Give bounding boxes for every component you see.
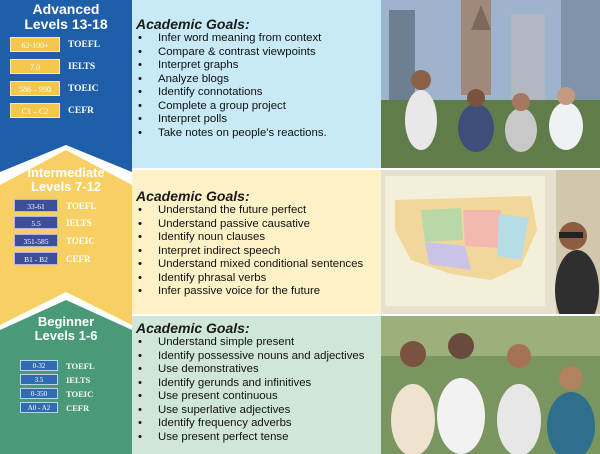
goals-title: Academic Goals:	[136, 16, 250, 32]
advanced-level-title	[0, 2, 132, 33]
goal-item: • Interpret graphs	[138, 59, 239, 71]
score-test: TOEIC	[66, 235, 95, 246]
score-value: 586 – 990	[10, 81, 60, 96]
score-value: 0-350	[20, 388, 58, 399]
goal-item: • Understand simple present	[138, 336, 295, 348]
score-test: TOEIC	[66, 388, 94, 399]
goal-item: • Infer word meaning from context	[138, 32, 322, 44]
score-value: 7.0	[10, 59, 60, 74]
score-value: 3.5	[20, 374, 58, 385]
goal-item: • Interpret polls	[138, 113, 228, 125]
intermediate-goals-panel	[132, 170, 381, 314]
goal-item: • Identify noun clauses	[138, 231, 266, 243]
goal-item: • Identify phrasal verbs	[138, 271, 267, 284]
goal-item: • Use present continuous	[138, 390, 278, 402]
score-test: TOEIC	[68, 83, 99, 94]
beginner-goals-panel	[132, 316, 381, 454]
goal-item: • Identify frequency adverbs	[138, 417, 292, 429]
score-test: CEFR	[66, 253, 91, 264]
advanced-students-photo	[381, 0, 600, 168]
score-value: 62-100+	[10, 37, 60, 52]
score-value: 33-61	[14, 199, 58, 212]
score-value: 0-32	[20, 360, 58, 371]
intermediate-title-line1: Intermediate	[27, 165, 105, 180]
advanced-title-line1: Advanced	[32, 1, 100, 17]
intermediate-level-title	[0, 166, 132, 195]
score-row	[14, 199, 96, 212]
goal-item: • Use present perfect tense	[138, 430, 289, 443]
goal-item: • Interpret indirect speech	[138, 244, 281, 257]
goal-item: • Take notes on people's reactions.	[138, 126, 327, 139]
score-value: B1 - B2	[14, 252, 58, 265]
score-row	[20, 388, 93, 399]
goal-item: • Analyze blogs	[138, 72, 229, 85]
goals-list	[138, 336, 364, 444]
score-row	[20, 374, 90, 385]
score-value: C1 – C2	[10, 103, 60, 118]
goals-title: Academic Goals:	[136, 188, 250, 204]
score-value: 351-585	[14, 234, 58, 247]
section-divider	[132, 314, 600, 316]
beginner-title-line2: Levels 1-6	[34, 328, 98, 344]
score-test: IELTS	[68, 61, 96, 72]
score-test: TOEFL	[68, 39, 101, 50]
score-row	[10, 81, 98, 96]
goal-item: • Identify connotations	[138, 86, 263, 98]
score-test: CEFR	[66, 402, 90, 413]
section-divider	[132, 168, 600, 170]
score-value: 5.5	[14, 216, 58, 229]
goal-item: • Use superlative adjectives	[138, 403, 291, 416]
advanced-title-line2: Levels 13-18	[24, 16, 108, 33]
score-test: CEFR	[68, 105, 94, 116]
goal-item: • Understand mixed conditional sentences	[138, 258, 364, 270]
score-row	[14, 252, 91, 265]
score-test: TOEFL	[66, 360, 95, 371]
score-row	[10, 103, 94, 118]
intermediate-map-photo	[381, 170, 600, 314]
goal-item: • Infer passive voice for the future	[138, 285, 321, 297]
goals-list	[138, 32, 327, 140]
score-test: IELTS	[66, 217, 92, 228]
score-test: TOEFL	[66, 200, 97, 211]
score-row	[10, 59, 95, 74]
goal-item: • Use demonstratives	[138, 363, 259, 375]
goal-item: • Understand passive causative	[138, 217, 310, 230]
goal-item: • Identify possessive nouns and adjectives	[138, 349, 365, 362]
beginner-level-title	[0, 315, 132, 344]
goal-item: • Identify gerunds and infinitives	[138, 376, 312, 389]
beginner-title-line1: Beginner	[37, 314, 95, 329]
score-row	[14, 216, 92, 229]
goals-title: Academic Goals:	[136, 320, 250, 336]
score-row	[20, 360, 95, 371]
goal-item: • Compare & contrast viewpoints	[138, 45, 316, 58]
score-row	[14, 234, 95, 247]
score-row	[10, 37, 100, 52]
beginner-students-photo	[381, 316, 600, 454]
score-value: A0 - A2	[20, 402, 58, 413]
intermediate-title-line2: Levels 7-12	[30, 179, 102, 195]
score-row	[20, 402, 89, 413]
goal-item: • Complete a group project	[138, 99, 286, 112]
advanced-goals-panel	[132, 0, 381, 168]
goals-list	[138, 204, 363, 299]
score-test: IELTS	[66, 374, 91, 385]
goal-item: • Understand the future perfect	[138, 204, 307, 216]
